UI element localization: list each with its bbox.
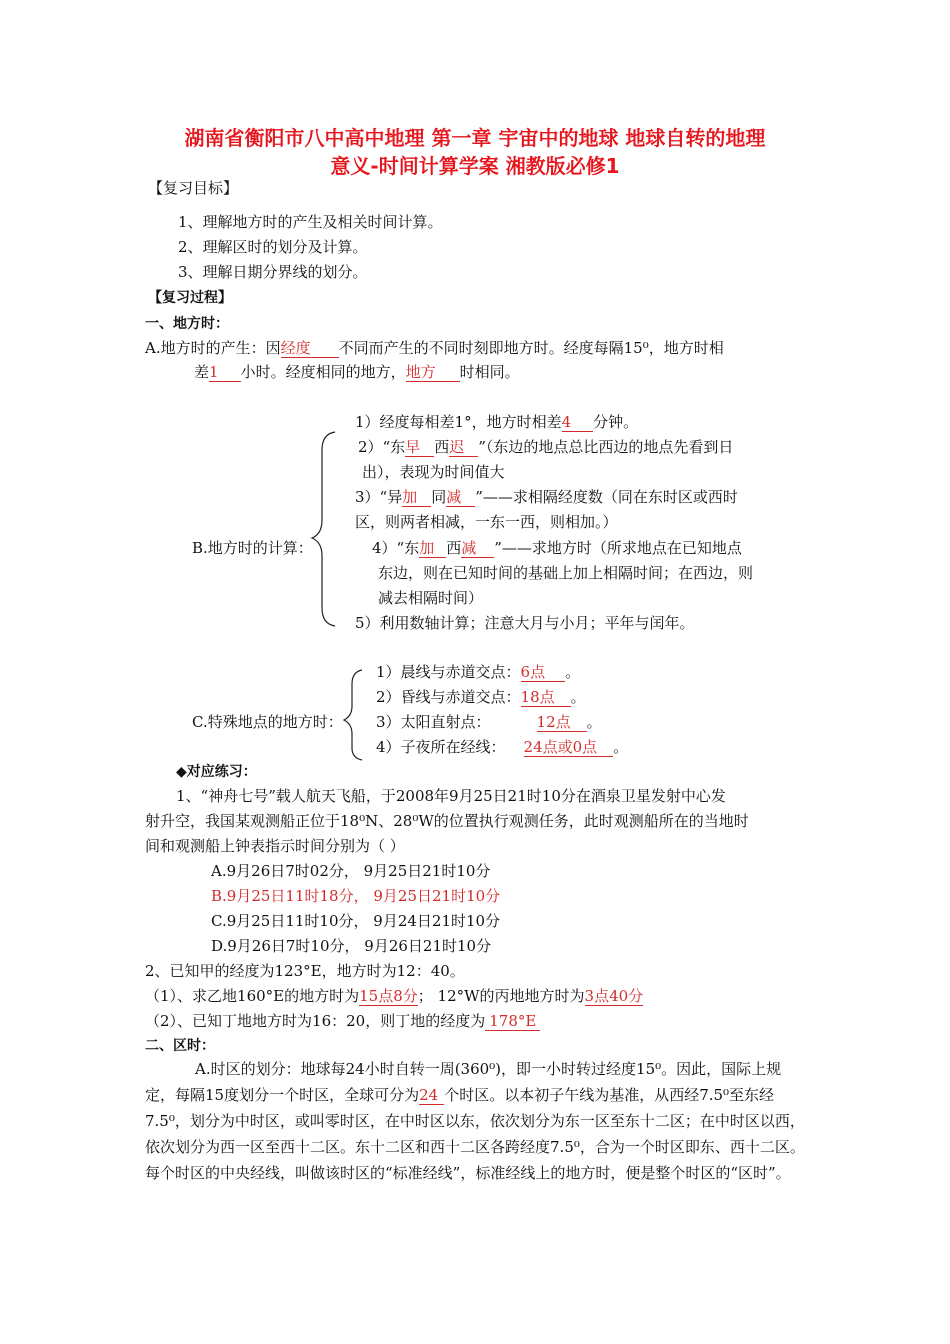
doc-title-line2: 意义-时间计算学案 湘教版必修1 [330, 154, 620, 178]
practice-heading: ◆对应练习： [176, 764, 257, 780]
goal-item: 3、理解日期分界线的划分。 [178, 263, 368, 281]
answer-blank: 15点8分 [359, 987, 418, 1005]
question1-line2: 射升空，我国某观测船正位于18⁰N、28⁰W的位置执行观测任务，此时观测船所在的当地时 [145, 812, 749, 830]
section1-heading: 一、地方时： [145, 316, 229, 332]
answer-blank: 3点40分 [584, 987, 644, 1005]
doc-title-line1: 湖南省衡阳市八中高中地理 第一章 宇宙中的地球 地球自转的地理 [184, 126, 766, 150]
special-point-4: 4）子夜所在经线： 24点或0点 。 [376, 738, 629, 756]
answer-blank: 迟 [449, 438, 478, 457]
answer-blank: 6点 [521, 663, 566, 682]
process-heading: 【复习过程】 [148, 290, 232, 306]
option-b-correct: B.9月25日11时18分， 9月25日21时10分 [211, 887, 501, 905]
answer-blank: 12点 [537, 713, 587, 732]
question2-part2: （2）、已知丁地地方时为16：20，则丁地的经度为 178°E [145, 1011, 540, 1031]
goals-heading: 【复习目标】 [148, 179, 239, 197]
calc-rule-3-line2: 区，则两者相减，一东一西，则相加。） [355, 513, 618, 531]
answer-blank: 24 [419, 1086, 444, 1105]
option-c: C.9月25日11时10分， 9月24日21时10分 [211, 912, 501, 930]
calc-rule-4: 4）“东加 西减 ”——求地方时（所求地点在已知地点 [372, 539, 742, 557]
section2-heading: 二、区时： [145, 1038, 215, 1054]
answer-blank: 加 [419, 539, 446, 558]
calc-rule-4-line2: 东边，则在已知时间的基础上加上相隔时间；在西边，则 [378, 564, 754, 582]
calc-rule-1: 1）经度每相差1°，地方时相差4 分钟。 [355, 413, 639, 431]
calc-rule-5: 5）利用数轴计算；注意大月与小月；平年与闰年。 [355, 614, 695, 632]
time-zone-paragraph: A.时区的划分：地球每24小时自转一周(360⁰)，即一小时转过经度15⁰。因此，国际上规定，每隔15度划分一个时区，全球可分为24 个时区。以本初子午线为基准，从西经7.5⁰至东经7.5⁰，划分为中时区，或叫零时区，在中时区以东，依次划分为东一区至东十二区；在中时区以西，依次划分为西一区至西十二区。东十二区和西十二区各跨经度7.5⁰，合为一个时区即东、西十二区。每个时区的中央经线，叫做该时区的“标准经线”，标准经线上的地方时，便是整个时区的“区时”。 [145, 1060, 805, 1182]
option-d: D.9月26日7时10分， 9月26日21时10分 [211, 937, 492, 955]
answer-blank: 减 [461, 539, 494, 558]
answer-blank: 24点或0点 [524, 738, 614, 757]
answer-blank: 1 [209, 363, 241, 382]
answer-blank: 178°E [485, 1012, 540, 1031]
section-c-label: C.特殊地点的地方时： [192, 713, 343, 731]
goal-item: 1、理解地方时的产生及相关时间计算。 [178, 213, 443, 231]
option-a: A.9月26日7时02分， 9月25日21时10分 [211, 862, 491, 880]
question1-line1: 1、“神舟七号”载人航天飞船，于2008年9月25日21时10分在酒泉卫星发射中心发 [176, 787, 726, 805]
answer-blank: 18点 [521, 688, 571, 707]
question2: 2、已知甲的经度为123°E，地方时为12：40。 [145, 962, 465, 980]
answer-blank: 经度 [281, 339, 339, 358]
calc-rule-4-line3: 减去相隔时间） [378, 589, 484, 607]
calc-rule-2-line2: 出），表现为时间值大 [362, 463, 505, 481]
answer-blank: 4 [562, 413, 594, 432]
answer-blank: 减 [446, 488, 475, 507]
calc-rule-3: 3）“异加 同减 ”——求相隔经度数（同在东时区或西时 [355, 488, 738, 506]
question2-part1: （1）、求乙地160°E的地方时为15点8分； 12°W的丙地地方时为3点40分 [145, 987, 644, 1005]
section-a-line1: A.地方时的产生：因经度 不同而产生的不同时刻即地方时。经度每隔15⁰，地方时相 [145, 339, 724, 357]
answer-blank: 地方 [406, 363, 460, 382]
special-point-1: 1）晨线与赤道交点：6点 。 [376, 663, 581, 681]
special-point-3: 3）太阳直射点： 12点 。 [376, 713, 602, 731]
question1-line3: 间和观测船上钟表指示时间分别为（ ） [145, 837, 405, 855]
answer-blank: 加 [402, 488, 431, 507]
section-b-label: B.地方时的计算： [192, 539, 313, 557]
answer-blank: 早 [405, 438, 434, 457]
section-a-line2: 差1 小时。经度相同的地方，地方 时相同。 [194, 363, 520, 381]
special-point-2: 2）昏线与赤道交点：18点 。 [376, 688, 586, 706]
goal-item: 2、理解区时的划分及计算。 [178, 238, 368, 256]
calc-rule-2: 2）“东早 西迟 ”（东边的地点总比西边的地点先看到日 [358, 438, 734, 456]
